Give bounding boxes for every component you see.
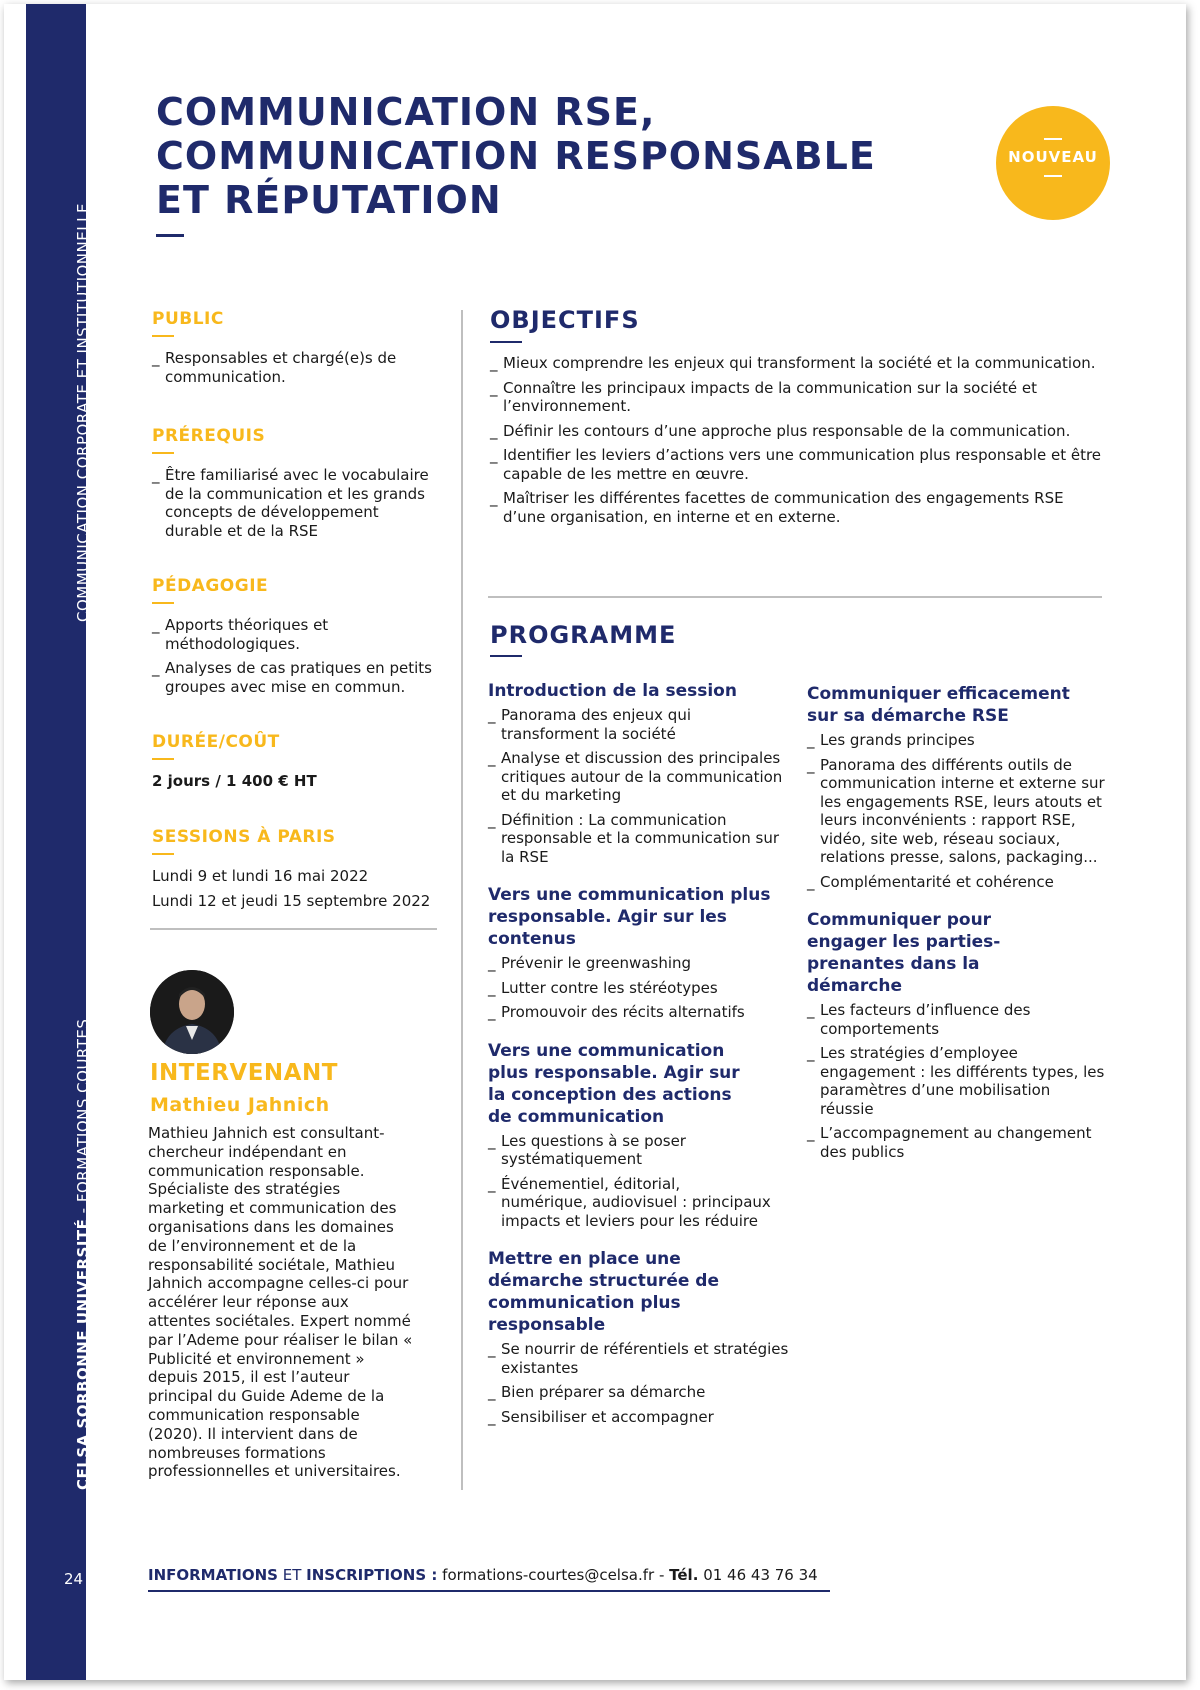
module-item: _ Définition : La communication responsable et la communication sur la RSE (488, 811, 793, 867)
module-item: _ Panorama des enjeux qui transforment la société (488, 706, 701, 743)
module-title: Mettre en place une démarche structurée de communication plus responsable (488, 1249, 719, 1335)
spine-institution-name: CELSA SORBONNE UNIVERSITÉ (74, 1218, 92, 1490)
intervenant-name: Mathieu Jahnich (150, 1094, 330, 1116)
spine-formations: FORMATIONS COURTES (74, 1018, 92, 1203)
title-line-3: ET RÉPUTATION (156, 178, 502, 222)
module-title: Vers une communication plus responsable. Agir sur la conception des actions de communication (488, 1040, 740, 1127)
title-line-1: COMMUNICATION RSE, (156, 90, 656, 134)
sessions-heading: SESSIONS À PARIS (152, 827, 336, 847)
module-item: _ Bien préparer sa démarche (488, 1383, 793, 1402)
prerequis-heading: PRÉREQUIS (152, 426, 266, 446)
objectifs-rule (490, 341, 522, 343)
public-rule (152, 335, 174, 337)
new-badge (996, 106, 1110, 220)
spacer (488, 1028, 793, 1040)
brochure-page (4, 4, 1186, 1680)
sessions-rule (152, 853, 174, 855)
module-item: _ Les questions à se poser systématiquement (488, 1132, 721, 1169)
prerequis-rule (152, 452, 174, 454)
programme-column-2 (807, 683, 1107, 1167)
module-item: _ Panorama des différents outils de communication interne et externe sur les engagements RSE, leurs atouts et leurs inconvénients : rapport RSE, vidéo, site web, réseau sociaux, relations presse, salons, packaging... (807, 756, 1107, 867)
footer-label-inscriptions: INSCRIPTIONS : (306, 1566, 438, 1584)
column-divider (461, 310, 463, 1490)
module-item: _ Prévenir le greenwashing (488, 954, 793, 973)
module-item: _ Lutter contre les stéréotypes (488, 979, 793, 998)
page-number: 24 (64, 1570, 84, 1588)
footer-phone[interactable]: 01 46 43 76 34 (703, 1566, 818, 1584)
module-item: _ Se nourrir de référentiels et stratégies existantes (488, 1340, 793, 1377)
spine-separator: - (74, 1202, 92, 1219)
objectif-item: _ Mieux comprendre les enjeux qui transforment la société et la communication. (490, 354, 1100, 373)
pedagogie-rule (152, 602, 174, 604)
footer-label-informations: INFORMATIONS (148, 1566, 278, 1584)
pedagogie-heading: PÉDAGOGIE (152, 576, 269, 596)
footer-underline (148, 1590, 830, 1592)
footer-separator: - (654, 1566, 670, 1584)
speaker-avatar-icon (150, 970, 234, 1054)
module-title: Introduction de la session (488, 681, 737, 701)
module-item: _ Les grands principes (807, 731, 1107, 750)
public-item: _ Responsables et chargé(e)s de communication. (152, 349, 452, 386)
programme-heading: PROGRAMME (490, 621, 677, 649)
objectifs-divider (488, 596, 1102, 598)
public-heading: PUBLIC (152, 309, 224, 329)
programme-column-1 (488, 680, 793, 1432)
objectif-item: _ Identifier les leviers d’actions vers une communication plus responsable et être capable de les mettre en œuvre. (490, 446, 1103, 483)
duree-rule (152, 758, 174, 760)
footer-tel-label: Tél. (669, 1566, 699, 1584)
module-title: Communiquer efficacement sur sa démarche RSE (807, 684, 1070, 726)
spine-institution (74, 1019, 92, 1490)
pedagogie-item: _ Apports théoriques et méthodologiques. (152, 616, 365, 653)
module-item: _ Promouvoir des récits alternatifs (488, 1003, 793, 1022)
programme-rule (490, 655, 522, 657)
module-item: _ Les stratégies d’employee engagement : les différents types, les paramètres d’une mobilisation réussie (807, 1044, 1107, 1118)
left-column (152, 309, 452, 917)
module-item: _ Analyse et discussion des principales critiques autour de la communication et du marketing (488, 749, 793, 805)
objectif-item: _ Maîtriser les différentes facettes de communication des engagements RSE d’une organisation, en interne et en externe. (490, 489, 1100, 526)
module-item: _ Complémentarité et cohérence (807, 873, 1107, 892)
objectif-item: _ Définir les contours d’une approche plus responsable de la communication. (490, 422, 1100, 441)
module-item: _ Sensibiliser et accompagner (488, 1408, 793, 1427)
footer-label-et: ET (277, 1566, 307, 1584)
title-underline (156, 234, 184, 237)
badge-label: NOUVEAU (1008, 148, 1098, 166)
objectifs-list (490, 354, 1100, 532)
module-item: _ Les facteurs d’influence des comportements (807, 1001, 1050, 1038)
session-date: Lundi 9 et lundi 16 mai 2022 (152, 867, 369, 885)
footer-info (148, 1566, 818, 1584)
left-divider (150, 928, 437, 930)
module-item: _ L’accompagnement au changement des publics (807, 1124, 1105, 1161)
duree-heading: DURÉE/COÛT (152, 732, 280, 752)
footer-email[interactable]: formations-courtes@celsa.fr (442, 1566, 655, 1584)
session-date: Lundi 12 et jeudi 15 septembre 2022 (152, 892, 431, 910)
spine-section-title: COMMUNICATION CORPORATE ET INSTITUTIONNELLE (74, 203, 92, 622)
objectifs-heading: OBJECTIFS (490, 306, 640, 334)
speaker-photo (150, 970, 234, 1054)
title-line-2: COMMUNICATION RESPONSABLE (156, 134, 876, 178)
module-title: Communiquer pour engager les parties-prenantes dans la démarche (807, 910, 1001, 996)
intervenant-heading: INTERVENANT (150, 1060, 338, 1086)
badge-dash-bottom (1044, 175, 1062, 177)
module-item: _ Événementiel, éditorial, numérique, audiovisuel : principaux impacts et leviers pour les réduire (488, 1175, 771, 1231)
prerequis-item: _ Être familiarisé avec le vocabulaire de la communication et les grands concepts de développement durable et de la RSE (152, 466, 435, 540)
module-title: Vers une communication plus responsable. Agir sur les contenus (488, 885, 771, 949)
spacer (807, 897, 1107, 909)
intervenant-bio: Mathieu Jahnich est consultant-chercheur indépendant en communication responsable. Spécialiste des stratégies marketing et communication des organisations dans les domaines de l’environnement et de la responsabilité sociétale, Mathieu Jahnich accompagne celles-ci pour accélérer leur réponse aux attentes sociétales. Expert nommé par l’Ademe pour réaliser le bilan « Publicité et environnement » depuis 2015, il est l’auteur principal du Guide Ademe de la communication responsable (2020). Il intervient dans de nombreuses formations professionnelles et universitaires. (148, 1124, 413, 1481)
page-title (156, 90, 876, 222)
spine-band (26, 4, 92, 1680)
spacer (488, 872, 793, 884)
pedagogie-item: _ Analyses de cas pratiques en petits groupes avec mise en commun. (152, 659, 445, 696)
spacer (488, 1236, 793, 1248)
duree-value: 2 jours / 1 400 € HT (152, 772, 317, 790)
objectif-item: _ Connaître les principaux impacts de la communication sur la société et l’environnement. (490, 379, 1063, 416)
badge-dash-top (1044, 138, 1062, 140)
